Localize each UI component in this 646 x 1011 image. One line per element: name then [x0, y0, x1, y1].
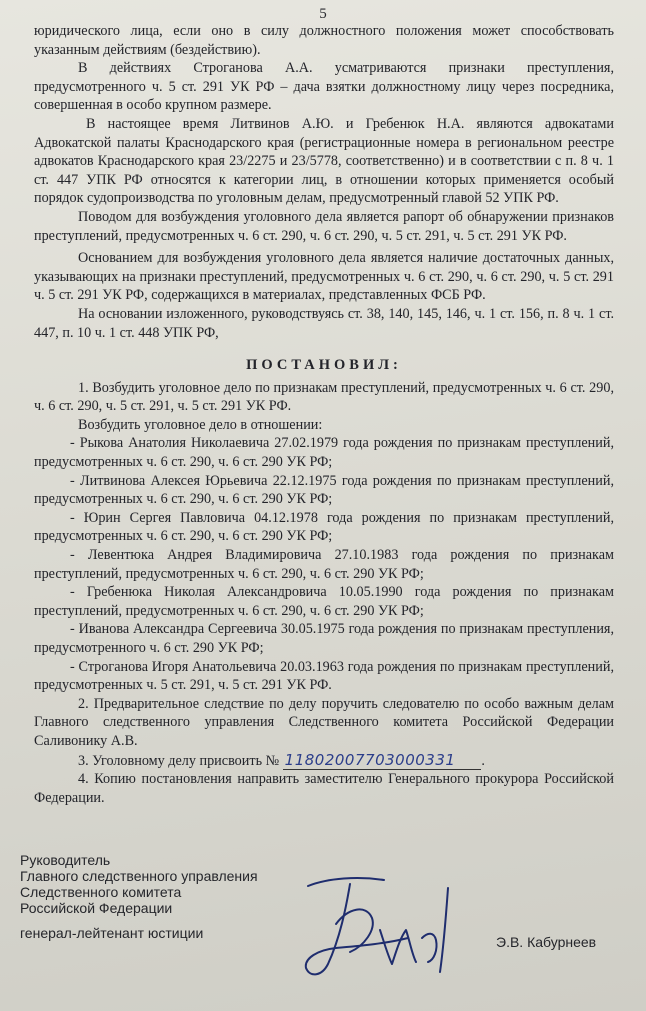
decision-item-1: 1. Возбудить уголовное дело по признакам преступлений, предусмотренных ч. 6 ст. 290, ч. 6 ст. 290, ч. 5 ст. 291, ч. 5 ст. 291 УК РФ.	[34, 379, 614, 415]
case-number-end: .	[481, 752, 485, 769]
case-number-label: 3. Уголовному делу присвоить №	[78, 752, 280, 769]
paragraph-stroganov-signs: В действиях Строганова А.А. усматриваются признаки преступления, предусмотренного ч. 5 ст. 291 УК РФ – дача взятки должностному лицу через посредника, совершенная в особо крупном размере.	[34, 60, 614, 114]
signatory-title-line-2: Главного следственного управления	[20, 868, 258, 884]
document-body	[34, 22, 614, 807]
person-entry-yurin: - Юрин Сергея Павловича 04.12.1978 года рождения по признакам преступлений, предусмотренных ч. 6 ст. 290, ч. 6 ст. 290 УК РФ;	[34, 509, 614, 545]
paragraph-legal-basis: На основании изложенного, руководствуясь ст. 38, 140, 145, 146, ч. 1 ст. 156, п. 8 ч. 1 ст. 447, п. 10 ч. 1 ст. 448 УПК РФ,	[34, 305, 614, 341]
signatory-name: Э.В. Кабурнеев	[496, 934, 597, 950]
resolution-heading: ПОСТАНОВИЛ:	[246, 357, 402, 374]
decision-item-4: 4. Копию постановления направить заместителю Генерального прокурора Российской Федерации.	[34, 771, 614, 806]
person-entry-grebenyuk: - Гребенюка Николая Александровича 10.05.1990 года рождения по признакам преступлений, предусмотренных ч. 6 ст. 290, ч. 6 ст. 290 УК РФ;	[34, 584, 614, 619]
decision-item-1-persons-intro: Возбудить уголовное дело в отношении:	[78, 416, 323, 433]
paragraph-lawyers-status: В настоящее время Литвинов А.Ю. и Гребенюк Н.А. являются адвокатами Адвокатской палаты Краснодарского края (регистрационные номера в региональном реестре адвокатов Краснодарского края 23/2275 и 23/5778, соответственно) и в соответствии с п. 8 ч. 1 ст. 447 УПК РФ относятся к категории лиц, в отношении которых применяется особый порядок судопроизводства по уголовным делам, предусмотренный главой 52 УПК РФ.	[34, 115, 614, 207]
decision-item-3	[34, 751, 614, 771]
signatory-title-line-4: Российской Федерации	[20, 900, 173, 916]
signatory-title-line-3: Следственного комитета	[20, 884, 182, 900]
signatory-title-line-1: Руководитель	[20, 852, 111, 868]
person-entry-litvinov: - Литвинова Алексея Юрьевича 22.12.1975 года рождения по признакам преступлений, предусмотренных ч. 6 ст. 290, ч. 6 ст. 290 УК РФ;	[34, 472, 614, 508]
person-entry-rykov: - Рыкова Анатолия Николаевича 27.02.1979 года рождения по признакам преступлений, предусмотренных ч. 6 ст. 290, ч. 6 ст. 290 УК РФ;	[34, 435, 614, 471]
paragraph-legal-entity: юридического лица, если оно в силу должностного положения может способствовать указанным действиям (бездействию).	[34, 23, 614, 58]
page-number: 5	[319, 6, 327, 22]
person-entry-leventyuk: - Левентюка Андрея Владимировича 27.10.1983 года рождения по признакам преступлений, предусмотренных ч. 6 ст. 290, ч. 6 ст. 290 УК РФ;	[34, 547, 614, 582]
paragraph-reason: Поводом для возбуждения уголовного дела является рапорт об обнаружении признаков преступлений, предусмотренных ч. 6 ст. 290, ч. 6 ст. 290, ч. 5 ст. 291, ч. 5 ст. 291 УК РФ.	[34, 208, 614, 244]
paragraph-grounds: Основанием для возбуждения уголовного дела является наличие достаточных данных, указывающих на признаки преступлений, предусмотренных ч. 6 ст. 290, ч. 6 ст. 290, ч. 5 ст. 291 ч. 5 ст. 291 УК РФ, содержащихся в материалах, представленных ФСБ РФ.	[34, 250, 614, 304]
handwritten-case-number: 11802007703000331	[283, 751, 482, 770]
decision-item-2: 2. Предварительное следствие по делу поручить следователю по особо важным делам Главного следственного управления Следственного комитета Российской Федерации Саливонику А.В.	[34, 695, 614, 749]
signatory-title-block	[20, 852, 320, 916]
person-entry-ivanov: - Иванова Александра Сергеевича 30.05.1975 года рождения по признакам преступления, предусмотренного ч. 6 ст. 290 УК РФ;	[34, 621, 614, 656]
signatory-rank: генерал-лейтенант юстиции	[20, 925, 204, 941]
person-entry-stroganov: - Строганова Игоря Анатольевича 20.03.1963 года рождения по признакам преступлений, предусмотренных ч. 5 ст. 291, ч. 5 ст. 291 УК РФ.	[34, 658, 614, 694]
handwritten-signature	[288, 868, 508, 988]
